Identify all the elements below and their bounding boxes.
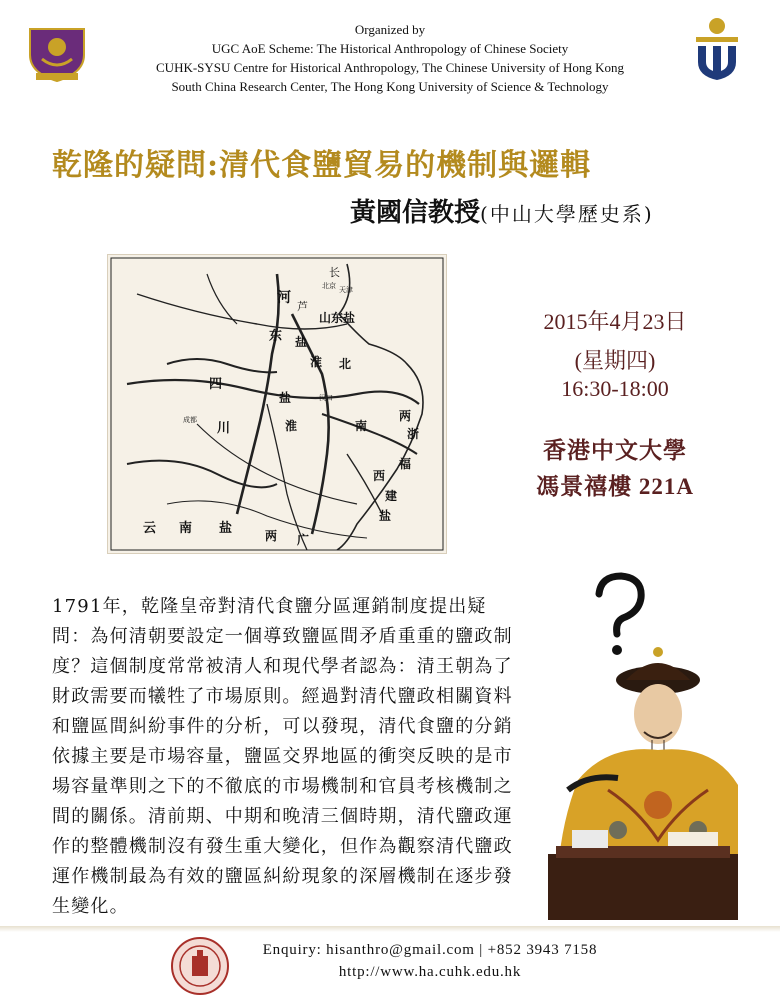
map-label: 四	[209, 377, 223, 392]
talk-abstract: 1791年，乾隆皇帝對清代食鹽分區運銷制度提出疑問：為何清朝要設定一個導致鹽區間矛盾重重的鹽政制度？這個制度常常被清人和現代學者認為：清王朝為了財政需要而犧牲了市場原則。經過對清代鹽政相關資料和鹽區間糾紛事件的分析，可以發現，清代食鹽的分銷依據主要是市場容量，鹽區交界地區的衝突反映的是市場容量準則之下的不徹底的市場機制和官員考核機制之間的關係。清前期、中期和晚清三個時期，清代鹽政運作的整體機制沒有發生重大變化，但作為觀察清代鹽政運作機制最為有效的鹽區糾紛現象的深層機制在逐步發生變化。	[52, 596, 513, 917]
organizer-line-3: South China Research Center, The Hong Kong University of Science & Technology	[171, 79, 609, 94]
organized-by-label: Organized by	[354, 22, 426, 37]
map-label: 广	[297, 533, 310, 547]
map-label: 云	[143, 521, 157, 536]
map-label: 淮	[310, 355, 323, 369]
map-label: 山东盐	[319, 311, 356, 325]
footer-divider	[0, 926, 780, 932]
hkust-logo-icon	[690, 16, 744, 84]
map-label: 北	[339, 357, 352, 371]
website-url[interactable]: http://www.ha.cuhk.edu.hk	[338, 964, 522, 980]
organizer-line-2: CUHK-SYSU Centre for Historical Anthropology, The Chinese University of Hong Kong	[156, 60, 624, 75]
map-label: 成都	[183, 416, 197, 424]
talk-title: 乾隆的疑問:清代食鹽貿易的機制與邏輯	[52, 148, 592, 183]
map-label: 河	[277, 290, 291, 306]
map-label: 西	[373, 469, 386, 483]
map-label: 芦	[297, 300, 308, 313]
map-label: 汉口	[319, 394, 333, 402]
map-label: 盐	[279, 391, 292, 405]
map-label: 两	[265, 529, 278, 543]
map-label: 建	[385, 489, 398, 503]
map-label: 盐	[295, 335, 308, 349]
map-label: 南	[179, 521, 193, 536]
map-label: 淮	[285, 419, 298, 433]
map-label: 福	[399, 457, 412, 471]
event-weekday: (星期四)	[574, 348, 656, 373]
south-china-research-seal-icon	[170, 936, 230, 996]
event-date: 2015年4月23日	[543, 309, 687, 334]
map-label: 长	[329, 266, 340, 279]
map-drawing	[107, 254, 447, 554]
map-label: 川	[217, 421, 231, 436]
map-label: 盐	[219, 521, 233, 536]
speaker-name: 黃國信教授	[350, 198, 481, 228]
venue-university: 香港中文大學	[543, 438, 687, 463]
speaker-line	[350, 192, 654, 229]
map-label: 浙	[407, 427, 420, 441]
venue-room: 馮景禧樓 221A	[536, 474, 694, 499]
salt-district-map	[107, 254, 447, 554]
map-label: 南	[355, 419, 368, 433]
speaker-affiliation: (中山大學歷史系)	[480, 202, 654, 226]
map-label: 北京	[322, 282, 336, 290]
organizer-line-1: UGC AoE Scheme: The Historical Anthropology of Chinese Society	[211, 41, 569, 56]
map-label: 两	[399, 409, 412, 423]
enquiry-contact: Enquiry: hisanthro@gmail.com | +852 3943 7158	[262, 942, 598, 958]
organizer-block	[110, 20, 670, 96]
map-label: 东	[269, 329, 283, 344]
map-label: 天津	[339, 286, 353, 294]
cuhk-crest-icon	[22, 25, 92, 83]
map-label: 盐	[379, 509, 392, 523]
event-time: 16:30-18:00	[561, 376, 669, 401]
emperor-portrait	[548, 640, 738, 920]
